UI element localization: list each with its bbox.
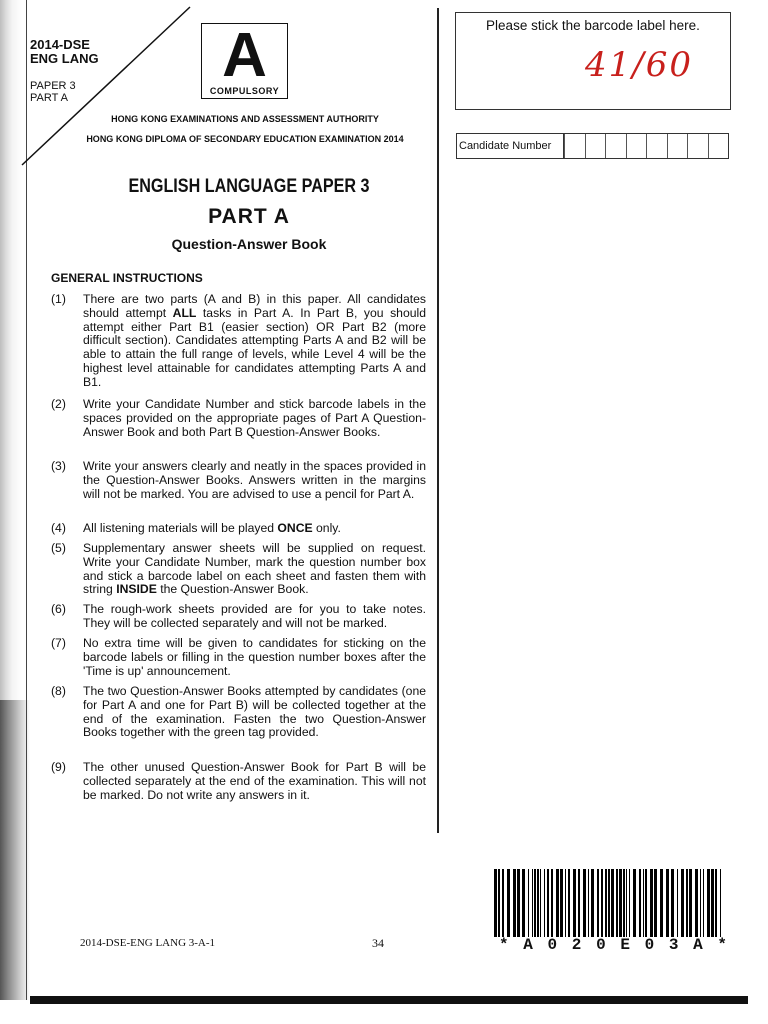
barcode-bar bbox=[616, 869, 618, 937]
bottom-edge-bar bbox=[30, 996, 748, 1004]
barcode-bar bbox=[654, 869, 657, 937]
instruction-text: Supplementary answer sheets will be supplied on request. Write your Candidate Number, mark the question number box and stick a barcode label on each sheet and fasten them with string INSIDE the Question-Answer Book. bbox=[83, 541, 426, 597]
authority-name: HONG KONG EXAMINATIONS AND ASSESSMENT AUTHORITY bbox=[111, 114, 379, 124]
barcode-bar bbox=[540, 869, 541, 937]
barcode-char: E bbox=[620, 936, 630, 954]
subject-code: ENG LANG bbox=[30, 51, 99, 66]
compulsory-badge bbox=[201, 23, 288, 99]
part-label: PART A bbox=[30, 92, 68, 104]
barcode-bar bbox=[534, 869, 536, 937]
instruction-number: (7) bbox=[51, 636, 66, 650]
barcode-bar bbox=[583, 869, 586, 937]
barcode-bar bbox=[611, 869, 614, 937]
instruction-number: (1) bbox=[51, 292, 66, 306]
barcode-bar bbox=[522, 869, 525, 937]
instruction-text: The other unused Question-Answer Book for Part B will be collected separately at the end of the examination. This will not be marked. Do not write any answers in it. bbox=[83, 760, 426, 802]
instruction-text: The two Question-Answer Books attempted by candidates (one for Part A and one for Part B) will be collected together at the end of the examination. Fasten the two Question-Answer Books together with the green tag provided. bbox=[83, 684, 426, 740]
instruction-item bbox=[51, 293, 426, 390]
candidate-digit-cell[interactable] bbox=[667, 134, 688, 158]
barcode-bar bbox=[619, 869, 622, 937]
candidate-digit-cell[interactable] bbox=[708, 134, 729, 158]
barcode-bar bbox=[700, 869, 701, 937]
instruction-text: Write your Candidate Number and stick barcode labels in the spaces provided on the appropriate pages of Part A Question-Answer Book and both Part B Question-Answer Books. bbox=[83, 397, 426, 439]
barcode-bar bbox=[650, 869, 653, 937]
barcode-char: * bbox=[499, 936, 509, 954]
barcode-bar bbox=[601, 869, 603, 937]
instruction-item bbox=[51, 637, 426, 678]
barcode-bar bbox=[556, 869, 559, 937]
barcode-bar bbox=[507, 869, 510, 937]
barcode-bar bbox=[588, 869, 589, 937]
barcode-bar bbox=[560, 869, 563, 937]
exam-code: 2014-DSE bbox=[30, 37, 90, 52]
barcode-bar bbox=[626, 869, 627, 937]
candidate-digit-cell[interactable] bbox=[646, 134, 667, 158]
exam-name: HONG KONG DIPLOMA OF SECONDARY EDUCATION EXAMINATION 2014 bbox=[86, 134, 404, 144]
footer-paper-code: 2014-DSE-ENG LANG 3-A-1 bbox=[80, 937, 216, 949]
page-number: 34 bbox=[372, 936, 384, 950]
barcode-bar bbox=[498, 869, 500, 937]
barcode-char: 0 bbox=[644, 936, 655, 954]
paper-title: ENGLISH LANGUAGE PAPER 3 bbox=[128, 176, 370, 197]
instruction-text: The rough-work sheets provided are for you to take notes. They will be collected separately and will not be marked. bbox=[83, 602, 426, 630]
instruction-number: (6) bbox=[51, 602, 66, 616]
barcode-bar bbox=[568, 869, 570, 937]
instruction-text: All listening materials will be played ONCE only. bbox=[83, 521, 341, 535]
instruction-text: There are two parts (A and B) in this paper. All candidates should attempt ALL tasks in Part A. In Part B, you should attempt either Part B1 (easier section) OR Part B2 (more difficult section). Candidates attempting Parts A and B2 will be able to attain the full range of levels, while Level 4 will be the highest level attainable for candidates attempting Parts A and B1. bbox=[83, 292, 426, 389]
barcode-human-readable bbox=[499, 936, 727, 954]
barcode-bar bbox=[532, 869, 533, 937]
barcode-bar bbox=[608, 869, 610, 937]
barcode-bar bbox=[677, 869, 678, 937]
barcode-bar bbox=[689, 869, 692, 937]
instruction-number: (3) bbox=[51, 459, 66, 473]
barcode-instruction: Please stick the barcode label here. bbox=[486, 18, 700, 33]
candidate-digit-cell[interactable] bbox=[687, 134, 708, 158]
barcode-bar bbox=[695, 869, 698, 937]
barcode-bar bbox=[544, 869, 545, 937]
barcode-bar bbox=[513, 869, 516, 937]
instruction-item bbox=[51, 398, 426, 439]
barcode-bar bbox=[715, 869, 717, 937]
part-title: PART A bbox=[208, 205, 290, 228]
barcode-bar bbox=[551, 869, 553, 937]
instruction-item bbox=[51, 542, 426, 597]
instruction-number: (4) bbox=[51, 521, 66, 535]
instructions-heading: GENERAL INSTRUCTIONS bbox=[51, 271, 203, 285]
barcode-bar bbox=[686, 869, 688, 937]
barcode-bar bbox=[597, 869, 599, 937]
instruction-item bbox=[51, 603, 426, 631]
badge-label: COMPULSORY bbox=[209, 86, 280, 96]
barcode-char: 0 bbox=[596, 936, 606, 954]
barcode-bar bbox=[711, 869, 714, 937]
paper-label: PAPER 3 bbox=[30, 80, 76, 92]
barcode-bar bbox=[517, 869, 520, 937]
barcode-bar bbox=[623, 869, 625, 937]
instruction-item bbox=[51, 522, 426, 536]
candidate-digit-cell[interactable] bbox=[626, 134, 647, 158]
candidate-number-label: Candidate Number bbox=[457, 134, 564, 158]
barcode-bar bbox=[528, 869, 529, 937]
instruction-item bbox=[51, 685, 426, 740]
barcode-bar bbox=[671, 869, 674, 937]
barcode-bar bbox=[703, 869, 704, 937]
book-title: Question-Answer Book bbox=[171, 236, 327, 252]
barcode-bars bbox=[494, 869, 724, 937]
barcode-bar bbox=[591, 869, 594, 937]
barcode-char: 0 bbox=[547, 936, 558, 954]
barcode-char: 2 bbox=[571, 936, 582, 954]
instruction-text: No extra time will be given to candidates for sticking on the barcode labels or filling in the question number boxes after the 'Time is up' announcement. bbox=[83, 636, 426, 678]
badge-letter: A bbox=[222, 21, 267, 90]
instruction-item bbox=[51, 761, 426, 802]
barcode-bar bbox=[605, 869, 607, 937]
barcode-char: A bbox=[523, 936, 533, 954]
column-divider bbox=[437, 8, 439, 833]
barcode-bar bbox=[707, 869, 710, 937]
barcode-bar bbox=[502, 869, 504, 937]
barcode-bar bbox=[573, 869, 576, 937]
barcode-bar bbox=[643, 869, 644, 937]
barcode-bar bbox=[645, 869, 647, 937]
instruction-item bbox=[51, 460, 426, 501]
barcode-char: A bbox=[693, 936, 703, 954]
barcode-bar bbox=[666, 869, 669, 937]
handwritten-score: 41/60 bbox=[585, 45, 693, 85]
barcode-bar bbox=[660, 869, 663, 937]
instruction-number: (2) bbox=[51, 397, 66, 411]
barcode-bar bbox=[639, 869, 641, 937]
instruction-number: (5) bbox=[51, 541, 66, 555]
candidate-digit-cell[interactable] bbox=[585, 134, 606, 158]
barcode-bar bbox=[494, 869, 497, 937]
barcode-bar bbox=[720, 869, 721, 937]
barcode-bar bbox=[629, 869, 630, 937]
barcode-bar bbox=[578, 869, 580, 937]
instruction-number: (9) bbox=[51, 760, 66, 774]
barcode-bar bbox=[681, 869, 684, 937]
barcode-bar bbox=[633, 869, 636, 937]
instruction-number: (8) bbox=[51, 684, 66, 698]
barcode-bar bbox=[565, 869, 566, 937]
candidate-digit-cell[interactable] bbox=[605, 134, 626, 158]
candidate-digit-cell[interactable] bbox=[564, 134, 585, 158]
barcode-char: 3 bbox=[668, 936, 679, 954]
barcode-char: * bbox=[717, 936, 727, 954]
barcode-bar bbox=[547, 869, 549, 937]
instruction-text: Write your answers clearly and neatly in the spaces provided in the Question-Answer Books. Answers written in the margins will not be marked. You are advised to use a pencil for Part A. bbox=[83, 459, 426, 501]
candidate-number-box[interactable] bbox=[456, 133, 729, 159]
barcode-bar bbox=[537, 869, 539, 937]
